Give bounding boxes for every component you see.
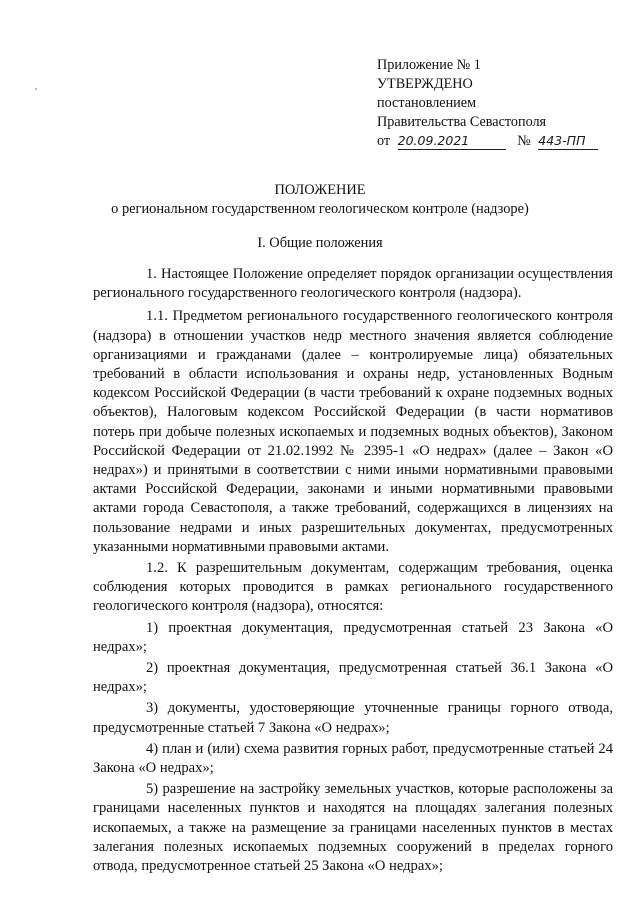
list-item-5: 5) разрешение на застройку земельных участков, которые расположены за границами населенных пунктов и находятся на площадях залегания полезных ископаемых, а также на размещение за границами населенных пунктов в местах залегания полезных ископаемых подземных сооружений в пределах горного отвода, предусмотренное статьей 25 Закона «О недрах»;	[93, 781, 613, 875]
handwritten-number: 443-ПП	[538, 133, 586, 148]
appendix-label: Приложение № 1	[377, 57, 481, 73]
resolution-label: постановлением	[377, 95, 477, 111]
approved-label: УТВЕРЖДЕНО	[377, 76, 473, 92]
list-item-4: 4) план и (или) схема развития горных работ, предусмотренные статьей 24 Закона «О недрах»;	[93, 740, 613, 777]
number-field	[538, 133, 598, 150]
paragraph-1-1: 1.1. Предметом регионального государственного геологического контроля (надзора) в отношении участков недр местного значения является соблюдение организациями и гражданами (далее – контролируемые лица) обязательных требований в области использования и охраны недр, установленных Водным кодексом Российской Федерации (в части требований к охране подземных водных объектов), Налоговым кодексом Российской Федерации (в части нормативов потерь при добыче полезных ископаемых и подземных водных объектов), Законом Российской Федерации от 21.02.1992 № 2395-1 «О недрах» (далее – Закон «О недрах») и принятыми в соответствии с ними иными нормативными правовыми актами Российской Федерации, законами и иными нормативными правовыми актами города Севастополя, а также требований, содержащихся в лицензиях на пользование недрами и иных разрешительных документах, предусмотренных указанными нормативными правовыми актами.	[93, 308, 613, 555]
handwritten-date: 20.09.2021	[397, 133, 470, 148]
paragraph-1: 1. Настоящее Положение определяет порядок организации осуществления регионального государственного геологического контроля (надзора).	[93, 266, 613, 302]
date-field	[398, 133, 506, 150]
list-item-2: 2) проектная документация, предусмотренная статьей 36.1 Закона «О недрах»;	[93, 660, 613, 696]
number-label: №	[517, 133, 531, 149]
approval-stamp-block	[377, 56, 627, 151]
scan-speck	[35, 88, 37, 90]
document-subtitle: о региональном государственном геологическом контроле (надзоре)	[111, 201, 529, 217]
document-title: ПОЛОЖЕНИЕ	[274, 182, 366, 198]
list-item-1: 1) проектная документация, предусмотренная статьей 23 Закона «О недрах»;	[93, 619, 613, 655]
list-item-3: 3) документы, удостоверяющие уточненные границы горного отвода, предусмотренные статьей 7 Закона «О недрах»;	[93, 700, 613, 736]
government-label: Правительства Севастополя	[377, 114, 547, 130]
document-body	[93, 265, 613, 878]
section-title: I. Общие положения	[257, 235, 383, 251]
from-label: от	[377, 133, 391, 149]
paragraph-1-2: 1.2. К разрешительным документам, содержащим требования, оценка соблюдения которых проводится в рамках регионального государственного геологического контроля (надзора), относятся:	[93, 560, 613, 615]
date-number-line	[377, 132, 627, 151]
